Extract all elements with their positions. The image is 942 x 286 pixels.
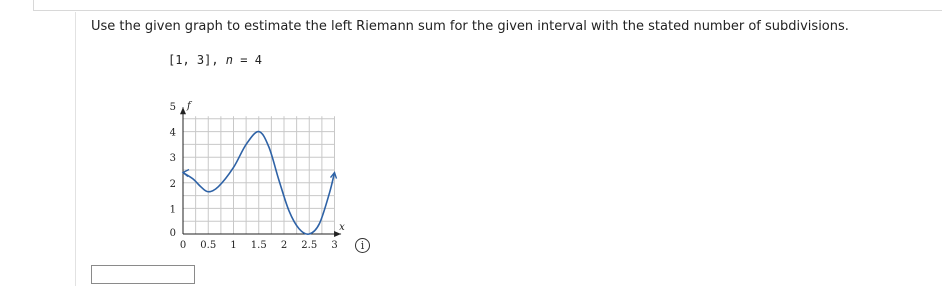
y-axis-label: f (187, 100, 191, 112)
y-tick-label: 3 (169, 153, 176, 165)
x-tick-label: 2.5 (301, 240, 318, 251)
n-value: = 4 (233, 53, 262, 67)
interval-text: [1, 3], (168, 53, 226, 67)
graph-axes (180, 107, 341, 237)
x-tick-label: 1.5 (250, 240, 267, 251)
y-axis-arrow (180, 107, 186, 114)
info-icon[interactable]: i (355, 238, 370, 253)
function-graph (160, 90, 360, 255)
n-variable: n (225, 53, 234, 67)
x-tick-label: 1 (230, 240, 237, 251)
x-axis-label: x (339, 222, 345, 233)
graph-tick-labels (170, 102, 338, 251)
y-tick-label: 2 (169, 178, 176, 190)
interval-statement (168, 53, 262, 67)
x-tick-label: 3 (331, 240, 338, 251)
y-tick-label: 1 (169, 204, 176, 216)
top-panel-border (33, 0, 942, 11)
y-tick-label: 4 (169, 127, 176, 139)
content-left-rule (75, 12, 76, 286)
y-tick-label: 5 (169, 102, 176, 113)
x-tick-label: 0.5 (200, 240, 217, 251)
answer-input[interactable] (91, 265, 195, 284)
x-tick-label: 0 (179, 240, 187, 251)
y-tick-label: 0 (169, 228, 176, 239)
x-tick-label: 2 (280, 240, 288, 251)
graph-grid (183, 116, 335, 234)
question-text: Use the given graph to estimate the left Riemann sum for the given interval with the stated number of subdivisions. (91, 19, 849, 34)
